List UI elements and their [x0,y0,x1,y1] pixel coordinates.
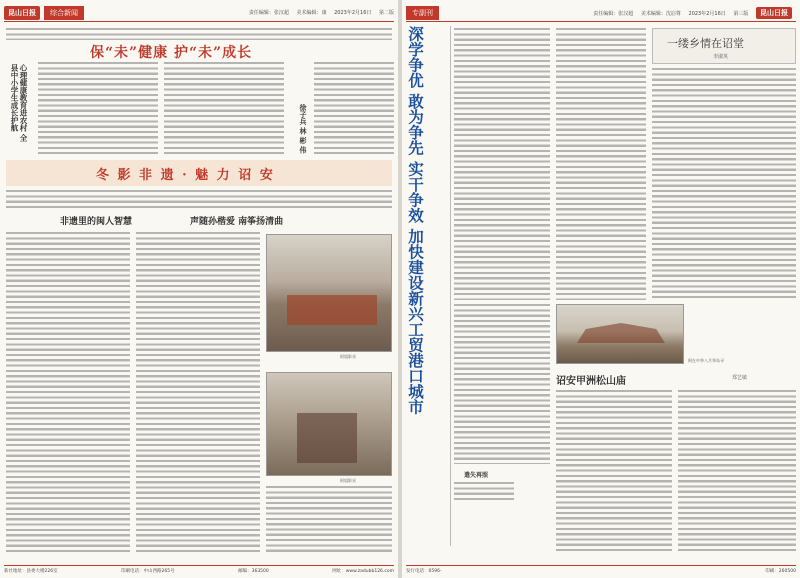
slogan-note [454,482,514,502]
column-divider [450,26,451,546]
editor-label: 责任编辑：张汉超 [248,10,289,16]
article-title: 一缕乡情在诏堂 [667,37,744,50]
newspaper-logo: 昆山日报 [4,6,40,20]
article-title-box [652,28,796,64]
article-author: 李淑英 [713,54,729,60]
page-two-footer [4,565,394,574]
bottom-article-title: 诏安甲洲松山庙 [556,376,626,387]
editor-label: 责任编辑：张汉超 [593,10,634,17]
designer-label: 美术编辑：康 [296,10,327,16]
footer-postcode: 邮编：363500 [238,569,269,574]
banner-subhead-right: 声随孙楷爱 南筝扬清曲 [190,217,284,227]
performance-photo-2 [266,372,392,476]
left-vertical-headline: 心理健康教育进农村 全县中小学生成长护航 [10,64,28,142]
section-tag: 专副刊 [406,6,439,20]
stage-shape [287,295,377,325]
page-three-footer [406,565,796,574]
right-vertical-name: 徐子兵 林 彬 伟 [299,104,308,154]
banner-intro [6,190,392,208]
header-meta [243,9,394,16]
article-body-2 [164,62,284,154]
heritage-body-2 [136,232,260,552]
temple-photo-caption: 阿在中华八月华岛寻 [688,358,724,363]
heritage-body-1 [6,232,130,552]
article-body-3 [314,62,394,154]
p3-body-col6 [678,390,796,554]
bottom-article-author: 郑艺敏 [732,375,748,381]
footer-address: 新社地址：县委大楼226室 [4,569,58,574]
intro-text [6,28,392,40]
p3-body-col2 [556,28,646,300]
page-three [402,0,800,578]
photo-caption-1: 阿姐影采 [340,354,356,359]
big-vertical-slogan: 深学争优 敢为争先 实干争效 加快建设新兴工贸港口城市 [406,26,425,415]
date-label: 2023年2月16日 [334,10,372,16]
p3-body-col1 [454,28,550,300]
p3-body-col3 [652,68,796,300]
performance-photo-1 [266,234,392,352]
article-body-1 [38,62,158,154]
temple-roof-shape [577,323,665,343]
newspaper-logo: 昆山日报 [756,7,792,19]
heritage-body-3 [266,486,392,552]
header-meta [587,8,796,18]
main-headline: 保“未”健康 护“未”成长 [90,45,253,61]
heritage-banner [6,160,392,186]
footer-phone: 发行电话：0596- [406,569,442,574]
footer-print: 印刷：260500 [765,569,796,574]
vertical-author: 遣失再照 [464,472,489,479]
footer-print: 印刷电话：中山西路265号 [121,569,175,574]
page-label: 第三版 [733,10,749,17]
page-two [0,0,398,578]
photo-caption-2: 阿姐影采 [340,478,356,483]
designer-label: 美术编辑：沈启尊 [640,10,681,17]
page-three-header [406,4,796,22]
date-label: 2023年2月16日 [688,10,726,17]
page-label: 第二版 [378,10,394,16]
page-two-header [4,4,394,22]
performer-shape [297,413,357,463]
temple-photo [556,304,684,364]
banner-headline: 冬 影 非 遗 · 魅 力 诏 安 [96,168,275,183]
section-tag: 综合新闻 [44,6,84,20]
footer-website: 网址：www.zadubb126.com [332,569,394,574]
p3-body-col4 [454,304,550,464]
banner-subhead-left: 非遗里的闽人智慧 [60,217,133,227]
p3-body-col5 [556,390,672,554]
